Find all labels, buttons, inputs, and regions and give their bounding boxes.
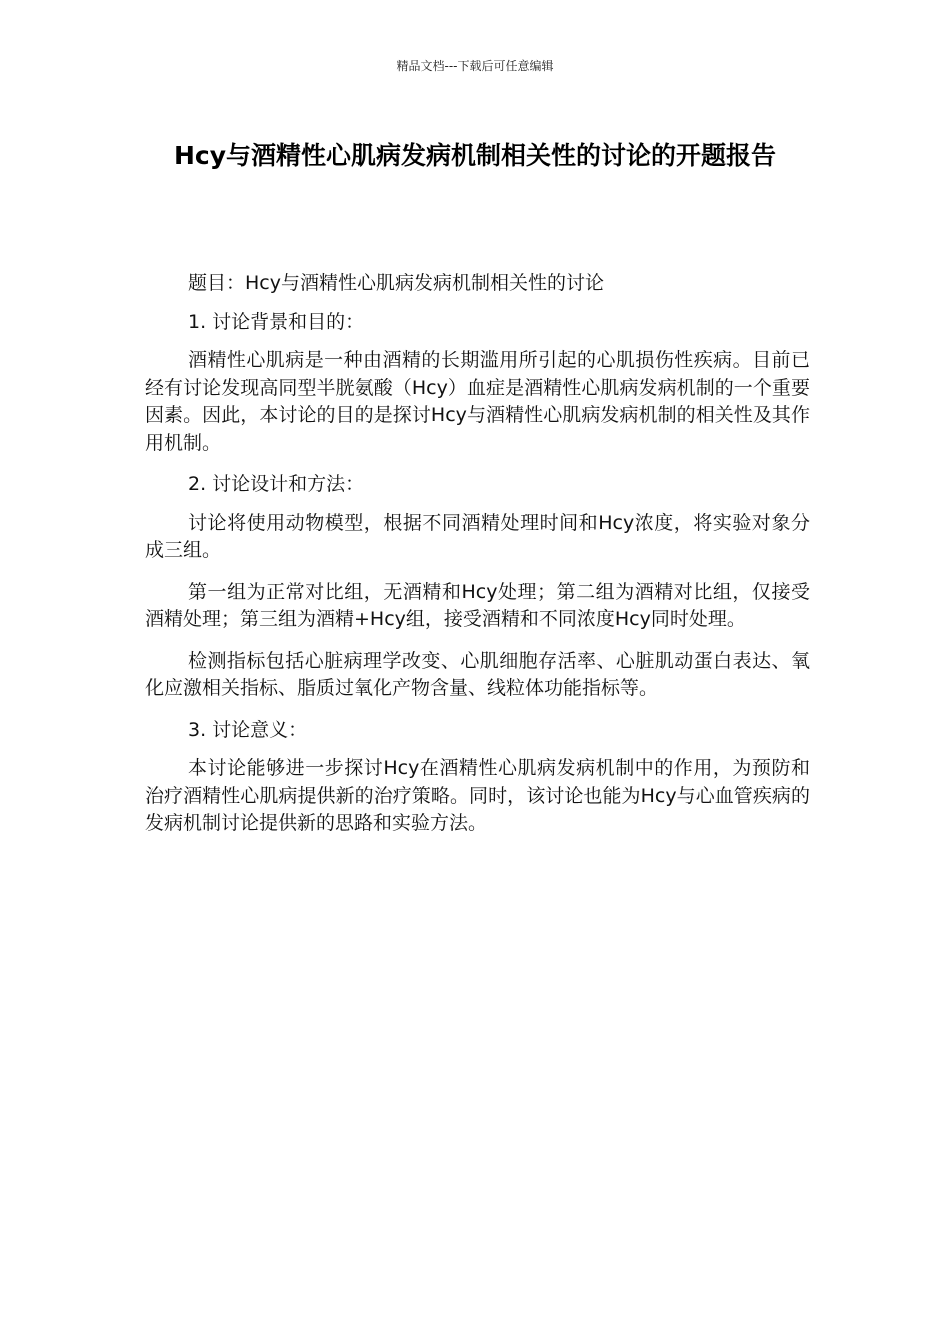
document-body bbox=[145, 270, 810, 852]
document-title: Hcy与酒精性心肌病发病机制相关性的讨论的开题报告 bbox=[173, 141, 777, 170]
section-1-heading: 1. 讨论背景和目的： bbox=[188, 310, 365, 333]
header-note: 精品文档---下载后可任意编辑 bbox=[396, 59, 554, 73]
section-1-paragraph: 酒精性心肌病是一种由酒精的长期滥用所引起的心肌损伤性疾病。目前已经有讨论发现高同型半胱氨酸（Hcy）血症是酒精性心肌病发病机制的一个重要因素。因此，本讨论的目的是探讨Hcy与酒精性心肌病发病机制的相关性及其作用机制。 bbox=[145, 349, 810, 454]
section-2-paragraph-1: 讨论将使用动物模型，根据不同酒精处理时间和Hcy浓度，将实验对象分成三组。 bbox=[145, 511, 810, 561]
section-2-paragraph-2: 第一组为正常对比组，无酒精和Hcy处理；第二组为酒精对比组，仅接受酒精处理；第三组为酒精+Hcy组，接受酒精和不同浓度Hcy同时处理。 bbox=[145, 580, 810, 630]
subject-line: 题目：Hcy与酒精性心肌病发病机制相关性的讨论 bbox=[188, 272, 604, 294]
section-2-paragraph-3: 检测指标包括心脏病理学改变、心肌细胞存活率、心脏肌动蛋白表达、氧化应激相关指标、脂质过氧化产物含量、线粒体功能指标等。 bbox=[145, 649, 810, 699]
section-2-heading: 2. 讨论设计和方法： bbox=[188, 473, 365, 495]
section-3-paragraph: 本讨论能够进一步探讨Hcy在酒精性心肌病发病机制中的作用，为预防和治疗酒精性心肌病提供新的治疗策略。同时，该讨论也能为Hcy与心血管疾病的发病机制讨论提供新的思路和实验方法。 bbox=[145, 757, 810, 834]
section-3-heading: 3. 讨论意义： bbox=[188, 718, 308, 741]
